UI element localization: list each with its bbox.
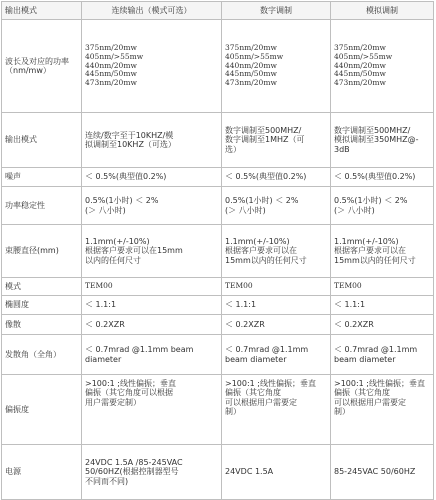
value-cell xyxy=(82,375,222,445)
cell-line: 数字调制至500MHZ/ xyxy=(225,125,302,135)
cell-line: 440nm/20mw xyxy=(85,60,137,70)
value-cell xyxy=(222,168,331,187)
value-cell xyxy=(331,20,434,113)
row-power-supply xyxy=(2,445,434,500)
cell-line: 0.5%(1小时) ＜ 2% xyxy=(85,196,159,206)
cell-line: 用户需要定制） xyxy=(85,397,141,407)
row-polarization xyxy=(2,375,434,445)
cell-line: 440nm/20mw xyxy=(334,60,386,70)
cell-line: 473nm/20mw xyxy=(85,78,137,88)
cell-line: 24VDC 1.5A xyxy=(225,467,274,477)
cell-line: 连续/数字至于10KHZ/模 xyxy=(85,130,174,140)
cell-line: 可以根据用户需要定 xyxy=(334,397,406,407)
cell-line: 473nm/20mw xyxy=(334,78,386,88)
cell-line: 375nm/20mw xyxy=(225,42,277,52)
cell-line: 15mm以内的任何尺寸 xyxy=(334,255,416,265)
value-cell xyxy=(331,187,434,225)
cell-line: 405nm/>55mw xyxy=(225,51,284,61)
cell-line: 偏振（其它角度 xyxy=(334,388,390,398)
row-label: 像散 xyxy=(2,315,82,335)
value-cell xyxy=(222,296,331,315)
cell-line: 405nm/>55mw xyxy=(334,51,393,61)
value-cell xyxy=(331,225,434,278)
header-cell-analog: 模拟调制 xyxy=(331,2,434,20)
row-power-stability xyxy=(2,187,434,225)
cell-line: 制） xyxy=(334,407,350,417)
cell-line: 偏振（其它角度 xyxy=(225,388,281,398)
value-cell xyxy=(331,445,434,500)
cell-line: 根据客户要求可以在 xyxy=(334,246,406,256)
value-cell xyxy=(82,225,222,278)
row-beam-waist xyxy=(2,225,434,278)
cell-line: 15mm以内的任何尺寸 xyxy=(225,255,307,265)
cell-line: 模拟调制至350MHZ@- xyxy=(334,135,419,145)
cell-line: 85-245VAC 50/60HZ xyxy=(334,467,416,477)
cell-line: TEM00 xyxy=(334,281,362,291)
cell-line: ＜ 0.2XZR xyxy=(85,319,125,329)
cell-line: 以内的任何尺寸 xyxy=(85,255,141,265)
cell-line: ＜ 0.5%(典型值0.2%) xyxy=(85,172,167,182)
cell-line: 1.1mm(+/-10%) xyxy=(85,236,150,246)
row-ellipticity xyxy=(2,296,434,315)
cell-line: 440nm/20mw xyxy=(225,60,277,70)
cell-line: 445nm/50mw xyxy=(225,69,277,79)
value-cell xyxy=(82,315,222,335)
value-cell xyxy=(331,168,434,187)
cell-line: 473nm/20mw xyxy=(225,78,277,88)
table-header-row xyxy=(2,2,434,20)
row-mode xyxy=(2,278,434,296)
value-cell xyxy=(331,278,434,296)
header-cell-mode: 输出模式 xyxy=(2,2,82,20)
cell-line: ＜ 0.5%(典型值0.2%) xyxy=(225,172,307,182)
cell-line: diameter xyxy=(85,354,122,364)
value-cell xyxy=(82,113,222,168)
row-label: 偏振度 xyxy=(2,375,82,445)
cell-line: ＜ 0.2XZR xyxy=(334,319,374,329)
cell-line: 405nm/>55mw xyxy=(85,51,144,61)
cell-line: 3dB xyxy=(334,144,350,154)
cell-line: 375nm/20mw xyxy=(85,42,137,52)
value-cell xyxy=(82,296,222,315)
value-cell xyxy=(331,113,434,168)
value-cell xyxy=(82,168,222,187)
cell-line: TEM00 xyxy=(225,281,253,291)
cell-line: (＞ 八小时) xyxy=(85,205,126,215)
cell-line: 0.5%(1小时) ＜ 2% xyxy=(334,196,408,206)
cell-line: 0.5%(1小时) ＜ 2% xyxy=(225,196,299,206)
cell-line: >100:1 ;线性偏振；垂直 xyxy=(225,379,316,388)
value-cell xyxy=(82,278,222,296)
row-label: 输出模式 xyxy=(2,113,82,168)
value-cell xyxy=(331,315,434,335)
cell-line: (＞ 八小时) xyxy=(225,205,266,215)
value-cell xyxy=(222,187,331,225)
cell-line: 50/60HZ(根据控制器型号 xyxy=(85,467,179,477)
cell-line: 1.1mm(+/-10%) xyxy=(334,236,399,246)
cell-line: beam diameter xyxy=(334,354,396,364)
cell-line: 445nm/50mw xyxy=(334,69,386,79)
cell-line: >100:1 ;线性偏振；垂直 xyxy=(334,379,425,388)
cell-line: 拟调制至10KHZ（可选） xyxy=(85,140,176,149)
cell-line: 数字调制至1MHZ（可 xyxy=(225,135,305,145)
cell-line: TEM00 xyxy=(85,281,113,291)
cell-line: 24VDC 1.5A /85-245VAC xyxy=(85,457,183,467)
cell-line: beam diameter xyxy=(225,354,287,364)
value-cell xyxy=(222,335,331,375)
value-cell xyxy=(222,225,331,278)
cell-line: 1.1mm(+/-10%) xyxy=(225,236,290,246)
value-cell xyxy=(222,113,331,168)
value-cell xyxy=(222,315,331,335)
cell-line: ＜ 0.7mrad @1.1mm xyxy=(225,345,309,355)
row-output-mode xyxy=(2,113,434,168)
cell-line: 选） xyxy=(225,144,241,154)
value-cell xyxy=(331,375,434,445)
header-cell-continuous: 连续输出（模式可选） xyxy=(82,2,222,20)
row-label: 模式 xyxy=(2,278,82,296)
row-astigmatism xyxy=(2,315,434,335)
cell-line: ＜ 1.1:1 xyxy=(334,300,366,310)
cell-line: 数字调制至500MHZ/ xyxy=(334,125,411,135)
cell-line: ＜ 0.7mrad @1.1mm xyxy=(334,345,418,355)
cell-line: 根据客户要求可以在15mm xyxy=(85,246,183,256)
cell-line: 可以根据用户需要定 xyxy=(225,397,297,407)
value-cell xyxy=(82,335,222,375)
cell-line: 偏振（其它角度可以根据 xyxy=(85,388,173,398)
row-label: 波长及对应的功率（nm/mw） xyxy=(2,20,82,113)
header-cell-digital: 数字调制 xyxy=(222,2,331,20)
cell-line: 445nm/50mw xyxy=(85,69,137,79)
cell-line: 根据客户要求可以在 xyxy=(225,246,297,256)
row-label: 椭圆度 xyxy=(2,296,82,315)
value-cell xyxy=(82,445,222,500)
cell-line: ＜ 0.7mrad @1.1mm beam xyxy=(85,345,194,355)
row-label: 噪声 xyxy=(2,168,82,187)
cell-line: ＜ 0.2XZR xyxy=(225,319,265,329)
row-label: 发散角（全角） xyxy=(2,335,82,375)
value-cell xyxy=(331,335,434,375)
value-cell xyxy=(331,296,434,315)
value-cell xyxy=(82,187,222,225)
row-divergence xyxy=(2,335,434,375)
cell-line: ＜ 0.5%(典型值0.2%) xyxy=(334,172,416,182)
spec-table xyxy=(1,1,434,500)
value-cell xyxy=(222,20,331,113)
value-cell xyxy=(222,278,331,296)
value-cell xyxy=(82,20,222,113)
cell-line: 375nm/20mw xyxy=(334,42,386,52)
row-wavelength xyxy=(2,20,434,113)
value-cell xyxy=(222,445,331,500)
row-label: 束腰直径(mm) xyxy=(2,225,82,278)
cell-line: 制） xyxy=(225,407,241,417)
row-label: 电源 xyxy=(2,445,82,500)
cell-line: (＞ 八小时) xyxy=(334,205,375,215)
cell-line: >100:1 ;线性偏振；垂直 xyxy=(85,379,176,388)
cell-line: ＜ 1.1:1 xyxy=(85,300,117,310)
row-noise xyxy=(2,168,434,187)
value-cell xyxy=(222,375,331,445)
cell-line: 不同而不同) xyxy=(85,476,129,486)
cell-line: ＜ 1.1:1 xyxy=(225,300,257,310)
row-label: 功率稳定性 xyxy=(2,187,82,225)
